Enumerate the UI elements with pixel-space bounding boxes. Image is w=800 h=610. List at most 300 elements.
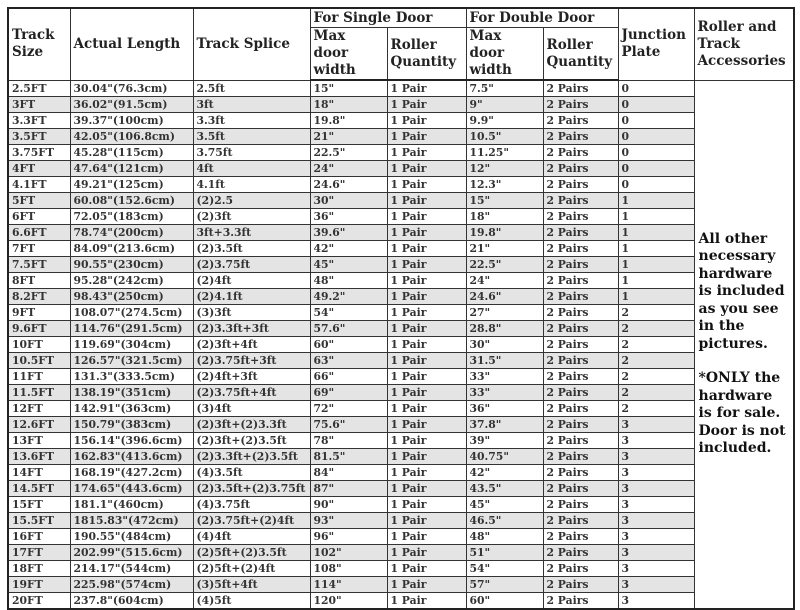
cell-actual-length: 36.02"(91.5cm)	[70, 97, 193, 113]
cell-double-roller-quantity: 2 Pairs	[543, 225, 618, 241]
cell-double-roller-quantity: 2 Pairs	[543, 80, 618, 97]
cell-single-max-door-width: 36"	[310, 209, 387, 225]
cell-junction-plate: 2	[618, 369, 694, 385]
cell-single-max-door-width: 81.5"	[310, 449, 387, 465]
cell-track-size: 6.6FT	[8, 225, 70, 241]
cell-double-max-door-width: 12.3"	[466, 177, 543, 193]
cell-actual-length: 131.3"(333.5cm)	[70, 369, 193, 385]
cell-single-max-door-width: 54"	[310, 305, 387, 321]
header-accessories: Roller and Track Accessories	[694, 8, 794, 80]
cell-actual-length: 162.83"(413.6cm)	[70, 449, 193, 465]
cell-single-max-door-width: 114"	[310, 577, 387, 593]
cell-track-splice: (4)5ft	[193, 593, 310, 610]
cell-track-size: 13.6FT	[8, 449, 70, 465]
cell-track-size: 5FT	[8, 193, 70, 209]
table-row	[8, 433, 794, 449]
cell-double-max-door-width: 12"	[466, 161, 543, 177]
cell-single-max-door-width: 93"	[310, 513, 387, 529]
table-row	[8, 145, 794, 161]
cell-actual-length: 119.69"(304cm)	[70, 337, 193, 353]
cell-junction-plate: 0	[618, 97, 694, 113]
cell-double-max-door-width: 18"	[466, 209, 543, 225]
cell-double-roller-quantity: 2 Pairs	[543, 369, 618, 385]
cell-track-splice: 3ft	[193, 97, 310, 113]
cell-single-max-door-width: 72"	[310, 401, 387, 417]
cell-actual-length: 45.28"(115cm)	[70, 145, 193, 161]
cell-double-max-door-width: 42"	[466, 465, 543, 481]
cell-double-roller-quantity: 2 Pairs	[543, 273, 618, 289]
cell-junction-plate: 1	[618, 273, 694, 289]
cell-actual-length: 114.76"(291.5cm)	[70, 321, 193, 337]
cell-actual-length: 90.55"(230cm)	[70, 257, 193, 273]
cell-actual-length: 78.74"(200cm)	[70, 225, 193, 241]
cell-double-roller-quantity: 2 Pairs	[543, 433, 618, 449]
table-row	[8, 305, 794, 321]
cell-double-max-door-width: 45"	[466, 497, 543, 513]
cell-actual-length: 84.09"(213.6cm)	[70, 241, 193, 257]
cell-single-roller-quantity: 1 Pair	[387, 369, 466, 385]
cell-double-roller-quantity: 2 Pairs	[543, 401, 618, 417]
table-header	[8, 8, 794, 80]
cell-junction-plate: 1	[618, 209, 694, 225]
table-row	[8, 289, 794, 305]
cell-actual-length: 49.21"(125cm)	[70, 177, 193, 193]
cell-track-splice: (2)2.5	[193, 193, 310, 209]
cell-double-max-door-width: 39"	[466, 433, 543, 449]
cell-single-roller-quantity: 1 Pair	[387, 161, 466, 177]
table-row	[8, 561, 794, 577]
cell-double-max-door-width: 51"	[466, 545, 543, 561]
cell-single-roller-quantity: 1 Pair	[387, 257, 466, 273]
cell-single-max-door-width: 15"	[310, 80, 387, 97]
cell-single-roller-quantity: 1 Pair	[387, 113, 466, 129]
cell-junction-plate: 2	[618, 305, 694, 321]
cell-double-max-door-width: 9.9"	[466, 113, 543, 129]
cell-double-max-door-width: 10.5"	[466, 129, 543, 145]
cell-single-roller-quantity: 1 Pair	[387, 481, 466, 497]
cell-track-size: 8.2FT	[8, 289, 70, 305]
table-row	[8, 449, 794, 465]
cell-single-max-door-width: 84"	[310, 465, 387, 481]
header-single-max-door-width: Max door width	[310, 28, 387, 81]
cell-single-max-door-width: 63"	[310, 353, 387, 369]
table-row	[8, 257, 794, 273]
cell-single-roller-quantity: 1 Pair	[387, 129, 466, 145]
cell-actual-length: 60.08"(152.6cm)	[70, 193, 193, 209]
table-row	[8, 465, 794, 481]
table-row	[8, 113, 794, 129]
cell-track-splice: (2)3.5ft	[193, 241, 310, 257]
cell-double-roller-quantity: 2 Pairs	[543, 305, 618, 321]
cell-double-max-door-width: 33"	[466, 369, 543, 385]
cell-track-size: 20FT	[8, 593, 70, 610]
cell-junction-plate: 3	[618, 545, 694, 561]
cell-double-max-door-width: 54"	[466, 561, 543, 577]
cell-track-splice: 2.5ft	[193, 80, 310, 97]
cell-junction-plate: 0	[618, 177, 694, 193]
cell-actual-length: 202.99"(515.6cm)	[70, 545, 193, 561]
table-row	[8, 209, 794, 225]
table-row	[8, 593, 794, 610]
cell-track-splice: (2)3ft+(2)3.5ft	[193, 433, 310, 449]
cell-actual-length: 214.17"(544cm)	[70, 561, 193, 577]
cell-double-max-door-width: 30"	[466, 337, 543, 353]
cell-track-splice: (2)3ft+(2)3.3ft	[193, 417, 310, 433]
cell-track-size: 7.5FT	[8, 257, 70, 273]
cell-single-roller-quantity: 1 Pair	[387, 97, 466, 113]
cell-track-size: 14.5FT	[8, 481, 70, 497]
cell-single-roller-quantity: 1 Pair	[387, 433, 466, 449]
cell-single-max-door-width: 48"	[310, 273, 387, 289]
table-body	[8, 80, 794, 609]
cell-double-max-door-width: 43.5"	[466, 481, 543, 497]
cell-track-size: 13FT	[8, 433, 70, 449]
cell-double-roller-quantity: 2 Pairs	[543, 113, 618, 129]
cell-track-splice: (2)4ft	[193, 273, 310, 289]
cell-single-max-door-width: 21"	[310, 129, 387, 145]
cell-double-roller-quantity: 2 Pairs	[543, 129, 618, 145]
cell-track-splice: (2)3.75ft+(2)4ft	[193, 513, 310, 529]
cell-actual-length: 150.79"(383cm)	[70, 417, 193, 433]
cell-junction-plate: 1	[618, 289, 694, 305]
cell-track-splice: (3)4ft	[193, 401, 310, 417]
table-row	[8, 401, 794, 417]
cell-single-roller-quantity: 1 Pair	[387, 321, 466, 337]
cell-track-splice: (4)4ft	[193, 529, 310, 545]
cell-single-roller-quantity: 1 Pair	[387, 273, 466, 289]
cell-track-splice: 3ft+3.3ft	[193, 225, 310, 241]
cell-single-max-door-width: 42"	[310, 241, 387, 257]
cell-track-splice: (2)5ft+(2)4ft	[193, 561, 310, 577]
cell-track-size: 12FT	[8, 401, 70, 417]
cell-junction-plate: 3	[618, 417, 694, 433]
cell-double-max-door-width: 11.25"	[466, 145, 543, 161]
cell-single-roller-quantity: 1 Pair	[387, 465, 466, 481]
table-row	[8, 513, 794, 529]
cell-double-max-door-width: 7.5"	[466, 80, 543, 97]
cell-single-max-door-width: 120"	[310, 593, 387, 610]
cell-single-max-door-width: 60"	[310, 337, 387, 353]
cell-track-splice: (2)3ft	[193, 209, 310, 225]
table-row	[8, 241, 794, 257]
cell-single-max-door-width: 30"	[310, 193, 387, 209]
cell-single-roller-quantity: 1 Pair	[387, 353, 466, 369]
cell-single-roller-quantity: 1 Pair	[387, 193, 466, 209]
cell-track-size: 11FT	[8, 369, 70, 385]
cell-actual-length: 190.55"(484cm)	[70, 529, 193, 545]
cell-junction-plate: 3	[618, 593, 694, 610]
cell-double-max-door-width: 46.5"	[466, 513, 543, 529]
cell-junction-plate: 2	[618, 337, 694, 353]
accessories-note: All other necessary hardware is included as you see in the pictures.	[698, 230, 785, 352]
cell-double-max-door-width: 22.5"	[466, 257, 543, 273]
cell-single-max-door-width: 69"	[310, 385, 387, 401]
header-double-door-group: For Double Door	[466, 8, 618, 28]
cell-single-roller-quantity: 1 Pair	[387, 545, 466, 561]
table-row	[8, 161, 794, 177]
cell-single-roller-quantity: 1 Pair	[387, 305, 466, 321]
header-track-splice: Track Splice	[193, 8, 310, 80]
cell-double-roller-quantity: 2 Pairs	[543, 193, 618, 209]
cell-junction-plate: 1	[618, 225, 694, 241]
cell-single-max-door-width: 102"	[310, 545, 387, 561]
cell-double-max-door-width: 21"	[466, 241, 543, 257]
cell-single-roller-quantity: 1 Pair	[387, 337, 466, 353]
cell-track-size: 2.5FT	[8, 80, 70, 97]
header-single-door-group: For Single Door	[310, 8, 466, 28]
cell-track-size: 4.1FT	[8, 177, 70, 193]
cell-single-max-door-width: 39.6"	[310, 225, 387, 241]
cell-track-splice: (2)3.75ft+4ft	[193, 385, 310, 401]
cell-track-size: 3FT	[8, 97, 70, 113]
cell-junction-plate: 0	[618, 145, 694, 161]
cell-double-max-door-width: 19.8"	[466, 225, 543, 241]
cell-junction-plate: 1	[618, 257, 694, 273]
cell-single-roller-quantity: 1 Pair	[387, 209, 466, 225]
cell-double-roller-quantity: 2 Pairs	[543, 161, 618, 177]
cell-junction-plate: 0	[618, 80, 694, 97]
cell-single-max-door-width: 96"	[310, 529, 387, 545]
cell-single-max-door-width: 66"	[310, 369, 387, 385]
cell-actual-length: 142.91"(363cm)	[70, 401, 193, 417]
cell-track-size: 9.6FT	[8, 321, 70, 337]
cell-double-roller-quantity: 2 Pairs	[543, 337, 618, 353]
cell-double-max-door-width: 33"	[466, 385, 543, 401]
cell-single-roller-quantity: 1 Pair	[387, 225, 466, 241]
cell-track-size: 18FT	[8, 561, 70, 577]
cell-double-roller-quantity: 2 Pairs	[543, 449, 618, 465]
cell-actual-length: 138.19"(351cm)	[70, 385, 193, 401]
cell-track-splice: 3.3ft	[193, 113, 310, 129]
cell-double-roller-quantity: 2 Pairs	[543, 529, 618, 545]
table-row	[8, 337, 794, 353]
cell-single-roller-quantity: 1 Pair	[387, 241, 466, 257]
cell-double-max-door-width: 15"	[466, 193, 543, 209]
cell-track-splice: 3.5ft	[193, 129, 310, 145]
cell-single-roller-quantity: 1 Pair	[387, 80, 466, 97]
cell-single-roller-quantity: 1 Pair	[387, 513, 466, 529]
cell-actual-length: 168.19"(427.2cm)	[70, 465, 193, 481]
table-row	[8, 321, 794, 337]
cell-single-max-door-width: 87"	[310, 481, 387, 497]
cell-actual-length: 30.04"(76.3cm)	[70, 80, 193, 97]
cell-track-splice: (3)5ft+4ft	[193, 577, 310, 593]
cell-track-splice: (4)3.5ft	[193, 465, 310, 481]
header-junction-plate: Junction Plate	[618, 8, 694, 80]
cell-actual-length: 156.14"(396.6cm)	[70, 433, 193, 449]
cell-double-roller-quantity: 2 Pairs	[543, 177, 618, 193]
cell-junction-plate: 2	[618, 321, 694, 337]
cell-track-size: 12.6FT	[8, 417, 70, 433]
cell-double-max-door-width: 57"	[466, 577, 543, 593]
cell-track-splice: (2)5ft+(2)3.5ft	[193, 545, 310, 561]
cell-junction-plate: 3	[618, 513, 694, 529]
cell-single-max-door-width: 108"	[310, 561, 387, 577]
cell-double-max-door-width: 24"	[466, 273, 543, 289]
cell-track-size: 15.5FT	[8, 513, 70, 529]
cell-track-size: 15FT	[8, 497, 70, 513]
cell-single-roller-quantity: 1 Pair	[387, 577, 466, 593]
cell-actual-length: 47.64"(121cm)	[70, 161, 193, 177]
table-row	[8, 353, 794, 369]
cell-track-size: 10.5FT	[8, 353, 70, 369]
cell-single-max-door-width: 24"	[310, 161, 387, 177]
cell-junction-plate: 3	[618, 449, 694, 465]
header-track-size: Track Size	[8, 8, 70, 80]
cell-junction-plate: 3	[618, 529, 694, 545]
cell-double-roller-quantity: 2 Pairs	[543, 97, 618, 113]
cell-junction-plate: 0	[618, 113, 694, 129]
table-row	[8, 497, 794, 513]
cell-track-splice: (2)4ft+3ft	[193, 369, 310, 385]
table-row	[8, 177, 794, 193]
cell-actual-length: 95.28"(242cm)	[70, 273, 193, 289]
table-row	[8, 545, 794, 561]
header-double-roller-quantity: Roller Quantity	[543, 28, 618, 81]
cell-double-max-door-width: 27"	[466, 305, 543, 321]
cell-actual-length: 72.05"(183cm)	[70, 209, 193, 225]
track-size-table-container	[7, 7, 795, 610]
cell-track-size: 3.5FT	[8, 129, 70, 145]
cell-junction-plate: 1	[618, 193, 694, 209]
cell-double-roller-quantity: 2 Pairs	[543, 289, 618, 305]
cell-actual-length: 174.65"(443.6cm)	[70, 481, 193, 497]
cell-single-roller-quantity: 1 Pair	[387, 593, 466, 610]
cell-double-roller-quantity: 2 Pairs	[543, 241, 618, 257]
cell-track-size: 6FT	[8, 209, 70, 225]
table-row	[8, 481, 794, 497]
cell-track-splice: (2)3.75ft	[193, 257, 310, 273]
cell-double-roller-quantity: 2 Pairs	[543, 353, 618, 369]
cell-actual-length: 108.07"(274.5cm)	[70, 305, 193, 321]
cell-track-splice: (2)3.5ft+(2)3.75ft	[193, 481, 310, 497]
cell-single-roller-quantity: 1 Pair	[387, 289, 466, 305]
cell-double-roller-quantity: 2 Pairs	[543, 545, 618, 561]
cell-actual-length: 225.98"(574cm)	[70, 577, 193, 593]
cell-single-roller-quantity: 1 Pair	[387, 529, 466, 545]
cell-double-max-door-width: 24.6"	[466, 289, 543, 305]
cell-junction-plate: 1	[618, 241, 694, 257]
cell-single-max-door-width: 78"	[310, 433, 387, 449]
cell-single-max-door-width: 24.6"	[310, 177, 387, 193]
cell-single-max-door-width: 19.8"	[310, 113, 387, 129]
table-row	[8, 417, 794, 433]
table-row	[8, 529, 794, 545]
cell-double-max-door-width: 9"	[466, 97, 543, 113]
cell-track-size: 17FT	[8, 545, 70, 561]
table-row	[8, 97, 794, 113]
cell-single-max-door-width: 57.6"	[310, 321, 387, 337]
cell-actual-length: 1815.83"(472cm)	[70, 513, 193, 529]
cell-single-max-door-width: 75.6"	[310, 417, 387, 433]
cell-single-roller-quantity: 1 Pair	[387, 417, 466, 433]
cell-double-max-door-width: 40.75"	[466, 449, 543, 465]
cell-track-size: 3.75FT	[8, 145, 70, 161]
cell-single-max-door-width: 22.5"	[310, 145, 387, 161]
cell-double-max-door-width: 28.8"	[466, 321, 543, 337]
cell-track-splice: (4)3.75ft	[193, 497, 310, 513]
cell-double-roller-quantity: 2 Pairs	[543, 481, 618, 497]
cell-track-size: 3.3FT	[8, 113, 70, 129]
cell-junction-plate: 3	[618, 497, 694, 513]
cell-double-roller-quantity: 2 Pairs	[543, 577, 618, 593]
cell-single-roller-quantity: 1 Pair	[387, 177, 466, 193]
cell-track-size: 7FT	[8, 241, 70, 257]
cell-double-roller-quantity: 2 Pairs	[543, 257, 618, 273]
cell-double-max-door-width: 37.8"	[466, 417, 543, 433]
cell-track-splice: (3)3ft	[193, 305, 310, 321]
cell-junction-plate: 2	[618, 401, 694, 417]
cell-junction-plate: 3	[618, 577, 694, 593]
cell-track-splice: (2)3.3ft+3ft	[193, 321, 310, 337]
cell-track-size: 19FT	[8, 577, 70, 593]
cell-junction-plate: 3	[618, 465, 694, 481]
cell-single-roller-quantity: 1 Pair	[387, 497, 466, 513]
cell-double-max-door-width: 36"	[466, 401, 543, 417]
cell-double-max-door-width: 31.5"	[466, 353, 543, 369]
cell-single-roller-quantity: 1 Pair	[387, 561, 466, 577]
cell-single-roller-quantity: 1 Pair	[387, 385, 466, 401]
cell-double-roller-quantity: 2 Pairs	[543, 513, 618, 529]
cell-junction-plate: 0	[618, 161, 694, 177]
cell-track-size: 11.5FT	[8, 385, 70, 401]
cell-junction-plate: 3	[618, 433, 694, 449]
track-size-table	[7, 7, 795, 610]
cell-double-roller-quantity: 2 Pairs	[543, 561, 618, 577]
table-row	[8, 577, 794, 593]
cell-double-max-door-width: 48"	[466, 529, 543, 545]
cell-track-splice: (2)3ft+4ft	[193, 337, 310, 353]
cell-double-roller-quantity: 2 Pairs	[543, 593, 618, 610]
cell-double-roller-quantity: 2 Pairs	[543, 385, 618, 401]
cell-actual-length: 181.1"(460cm)	[70, 497, 193, 513]
cell-single-max-door-width: 45"	[310, 257, 387, 273]
table-row	[8, 80, 794, 97]
cell-actual-length: 39.37"(100cm)	[70, 113, 193, 129]
cell-double-roller-quantity: 2 Pairs	[543, 145, 618, 161]
cell-track-splice: (2)4.1ft	[193, 289, 310, 305]
cell-track-splice: 3.75ft	[193, 145, 310, 161]
cell-single-max-door-width: 49.2"	[310, 289, 387, 305]
accessories-note: *ONLY the hardware is for sale. Door is not included.	[698, 370, 786, 457]
cell-double-roller-quantity: 2 Pairs	[543, 417, 618, 433]
cell-track-splice: (2)3.75ft+3ft	[193, 353, 310, 369]
cell-track-size: 16FT	[8, 529, 70, 545]
header-double-max-door-width: Max door width	[466, 28, 543, 81]
cell-track-size: 10FT	[8, 337, 70, 353]
cell-track-size: 14FT	[8, 465, 70, 481]
cell-track-size: 8FT	[8, 273, 70, 289]
header-actual-length: Actual Length	[70, 8, 193, 80]
cell-double-roller-quantity: 2 Pairs	[543, 209, 618, 225]
cell-double-roller-quantity: 2 Pairs	[543, 497, 618, 513]
cell-actual-length: 126.57"(321.5cm)	[70, 353, 193, 369]
cell-junction-plate: 2	[618, 353, 694, 369]
cell-single-roller-quantity: 1 Pair	[387, 449, 466, 465]
cell-single-roller-quantity: 1 Pair	[387, 401, 466, 417]
cell-junction-plate: 3	[618, 481, 694, 497]
cell-double-roller-quantity: 2 Pairs	[543, 321, 618, 337]
header-single-roller-quantity: Roller Quantity	[387, 28, 466, 81]
table-row	[8, 385, 794, 401]
cell-single-max-door-width: 18"	[310, 97, 387, 113]
cell-actual-length: 42.05"(106.8cm)	[70, 129, 193, 145]
cell-track-splice: 4.1ft	[193, 177, 310, 193]
table-row	[8, 273, 794, 289]
accessories-notes	[694, 80, 794, 609]
cell-actual-length: 237.8"(604cm)	[70, 593, 193, 610]
table-row	[8, 129, 794, 145]
